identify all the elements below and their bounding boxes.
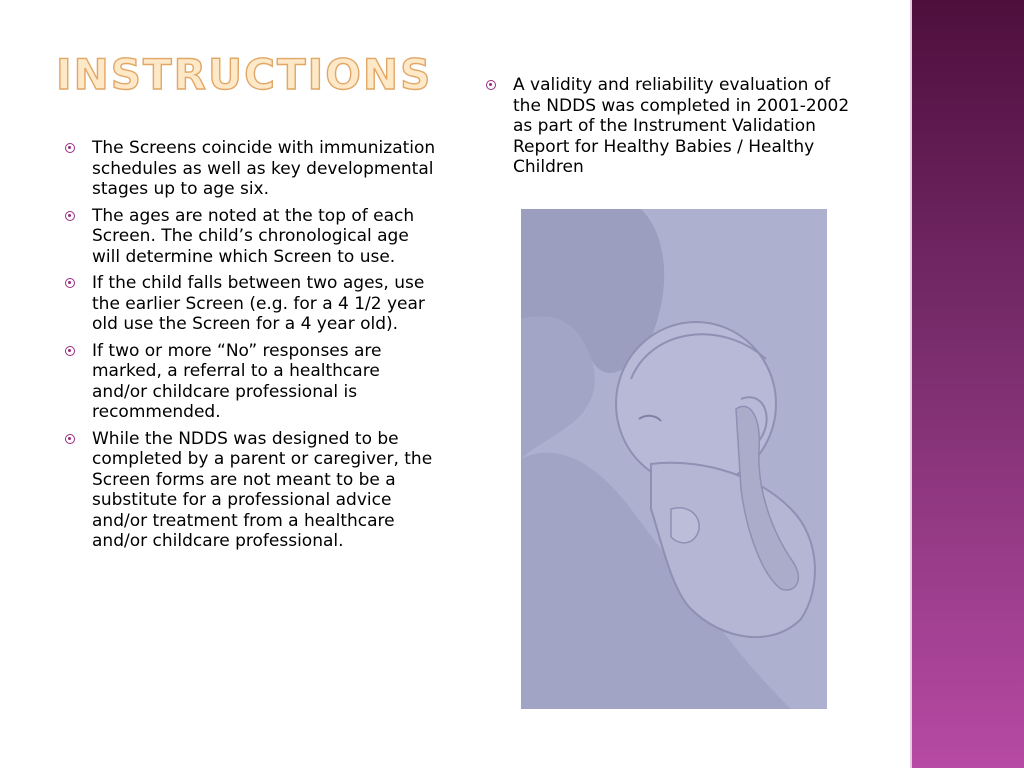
bullet-text: If the child falls between two ages, use the earlier Screen (e.g. for a 4 1/2 year old use the Screen for a 4 year old). — [92, 273, 425, 334]
list-item — [60, 138, 440, 200]
list-item — [60, 273, 440, 335]
bullet-text: The Screens coincide with immunization schedules as well as key developmental stages up to age six. — [92, 138, 436, 199]
left-bullet-list — [60, 138, 440, 558]
list-item — [60, 206, 440, 268]
decorative-side-band — [912, 0, 1024, 768]
bullet-icon — [65, 211, 75, 221]
mother-and-baby-sketch — [521, 209, 827, 709]
bullet-icon — [65, 434, 75, 444]
bullet-icon — [65, 346, 75, 356]
slide-title: INSTRUCTIONS — [56, 50, 433, 99]
bullet-text: While the NDDS was designed to be completed by a parent or caregiver, the Screen forms are not meant to be a substitute for a professional advice and/or treatment from a healthcare and/or childcare professional. — [92, 428, 433, 551]
bullet-icon — [65, 143, 75, 153]
bullet-text: A validity and reliability evaluation of the NDDS was completed in 2001-2002 as part of the Instrument Validation Report for Healthy Babies / Healthy Children — [513, 75, 850, 177]
mother-and-baby-image — [521, 209, 827, 709]
list-item — [60, 429, 440, 552]
list-item — [60, 341, 440, 423]
bullet-icon — [65, 278, 75, 288]
list-item — [481, 75, 861, 178]
bullet-text: The ages are noted at the top of each Screen. The child’s chronological age will determine which Screen to use. — [92, 205, 415, 267]
right-bullet-list — [481, 75, 861, 184]
bullet-icon — [486, 80, 496, 90]
bullet-text: If two or more “No” responses are marked, a referral to a healthcare and/or childcare professional is recommended. — [92, 340, 382, 422]
